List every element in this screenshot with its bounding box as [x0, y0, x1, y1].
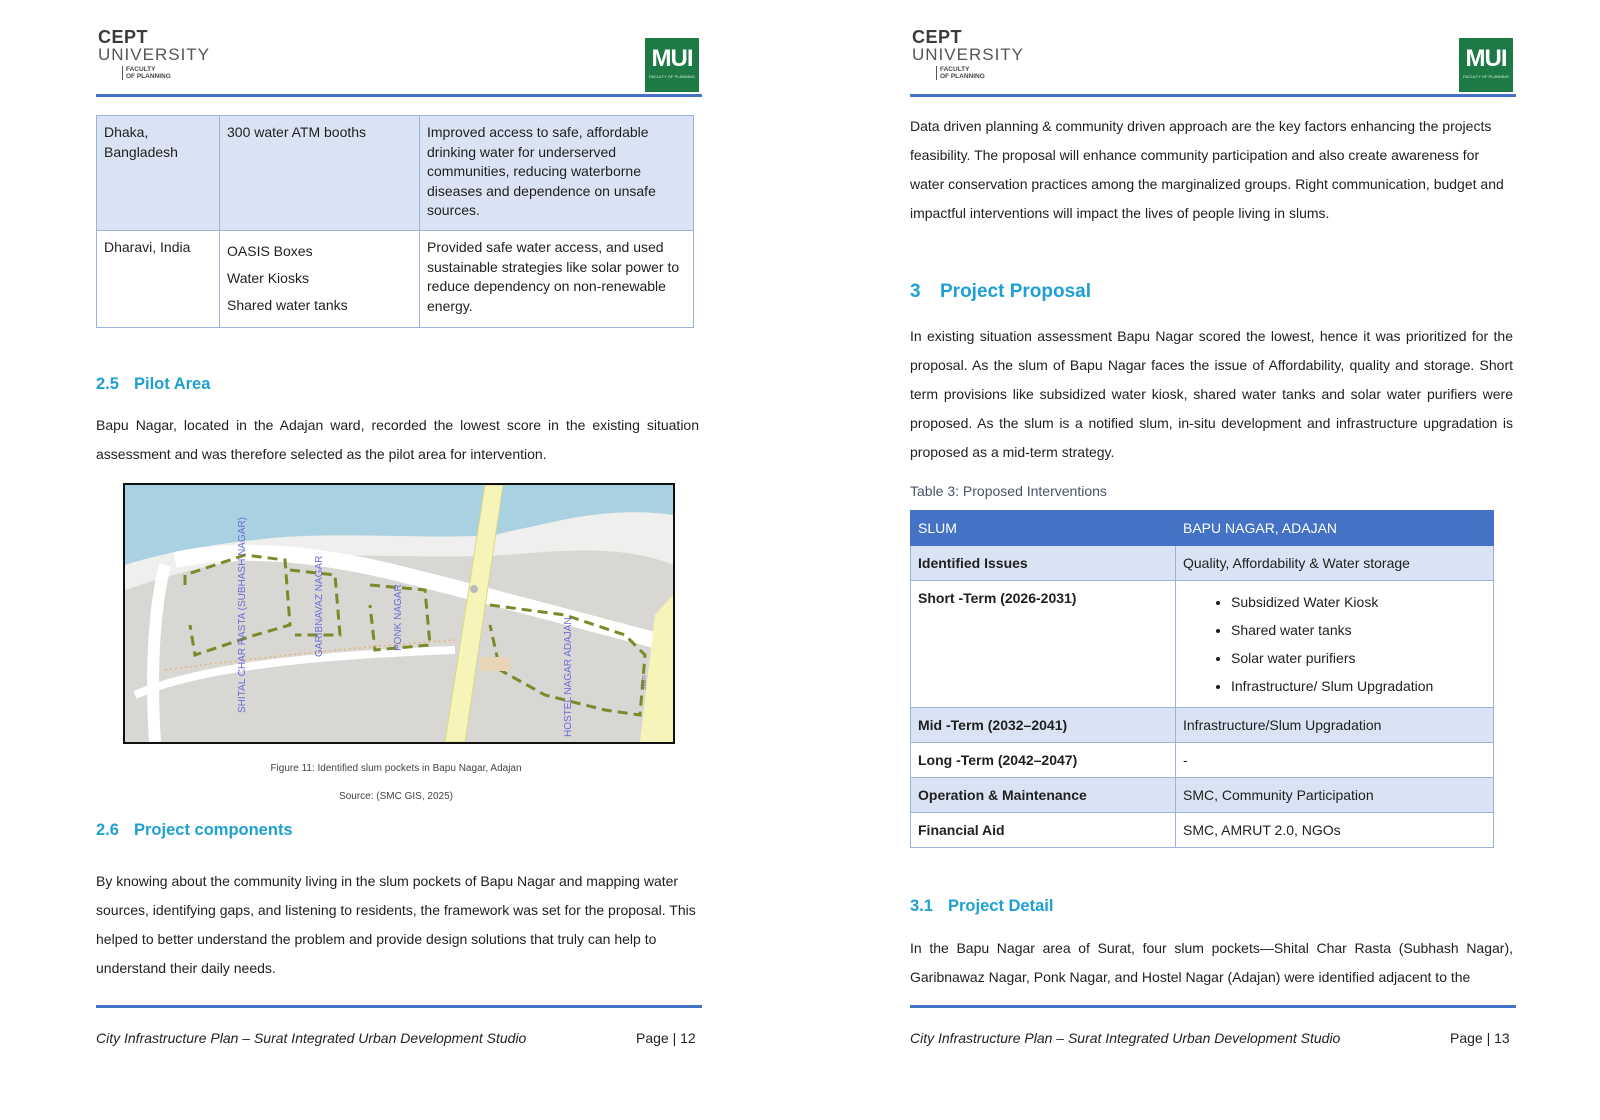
table-cell: [1176, 581, 1494, 708]
table-cell: Dharavi, India: [97, 231, 220, 328]
table-cell: Dhaka, Bangladesh: [97, 116, 220, 231]
page-number: Page | 12: [636, 1030, 696, 1046]
intro-paragraph: Data driven planning & community driven approach are the key factors enhancing the projects feasibility. The proposal will enhance community participation and also create awareness for water conservation practices among the marginalized groups. Right communication, budget and impactful interventions will impact the lives of people living in slums.: [910, 118, 1504, 221]
proposed-interventions-table: [910, 510, 1494, 848]
page-13: [800, 0, 1600, 1120]
footer-title: City Infrastructure Plan – Surat Integrated Urban Development Studio: [96, 1030, 527, 1046]
logo-text-university: UNIVERSITY: [98, 45, 211, 64]
table-row: [911, 581, 1494, 708]
map-label-shital: SHITAL CHAR RASTA (SUBHASH NAGAR): [237, 517, 248, 713]
logo-text-university: UNIVERSITY: [912, 45, 1025, 64]
list-item: • Solar water purifiers: [1231, 644, 1486, 672]
cept-university-logo: [912, 28, 1024, 80]
section-heading-3: 3 Project Proposal: [910, 281, 1091, 302]
list-item: • Subsidized Water Kiosk: [1231, 588, 1486, 616]
header-rule: [96, 94, 702, 97]
project-detail-paragraph: In the Bapu Nagar area of Surat, four slum pockets—Shital Char Rasta (Subhash Nagar), Garibnawaz Nagar, Ponk Nagar, and Hostel Nagar (Adajan) were identified adjacent to the: [910, 940, 1513, 985]
figure-caption: Figure 11: Identified slum pockets in Bapu Nagar, Adajan: [270, 763, 522, 774]
mui-logo: MUI FACULTY OF PLANNING: [1459, 38, 1513, 92]
logo-text-cept: CEPT: [98, 27, 149, 47]
section-heading-2-6: 2.6 Project components: [96, 821, 293, 839]
table-cell: -: [1176, 743, 1494, 778]
header-rule: [910, 94, 1516, 97]
map-label-ponk: PONK NAGAR: [393, 584, 404, 651]
list-item: • Infrastructure/ Slum Upgradation: [1231, 672, 1486, 700]
table-cell: Improved access to safe, affordable drinking water for underserved communities, reducing waterborne diseases and dependence on unsafe sources.: [420, 116, 694, 231]
cept-university-logo: [98, 28, 210, 80]
table-cell: Operation & Maintenance: [911, 778, 1176, 813]
map-image: [125, 485, 673, 742]
table-cell: SMC, Community Participation: [1176, 778, 1494, 813]
section-heading-3-1: 3.1 Project Detail: [910, 897, 1054, 915]
table-row: [97, 231, 694, 328]
table-row: [97, 116, 694, 231]
table-header-row: [911, 511, 1494, 546]
table-header-cell: SLUM: [911, 511, 1176, 546]
section-heading-2-5: 2.5 Pilot Area: [96, 375, 211, 393]
table-cell: SMC, AMRUT 2.0, NGOs: [1176, 813, 1494, 848]
logo-text-cept: CEPT: [912, 27, 963, 47]
table-cell: Infrastructure/Slum Upgradation: [1176, 708, 1494, 743]
table-cell: Short -Term (2026-2031): [911, 581, 1176, 708]
table-row: [911, 743, 1494, 778]
map-label-hostel: HOSTEL NAGAR ADAJAN: [563, 617, 574, 737]
table-cell: OASIS Boxes Water Kiosks Shared water tanks: [220, 231, 420, 328]
project-components-paragraph: By knowing about the community living in the slum pockets of Bapu Nagar and mapping water sources, identifying gaps, and listening to residents, the framework was set for the proposal. This helped to better understand the problem and provide design solutions that truly can help to understand their daily needs.: [96, 873, 696, 976]
table-cell: Long -Term (2042–2047): [911, 743, 1176, 778]
footer-rule: [96, 1005, 702, 1008]
table-cell: Provided safe water access, and used sustainable strategies like solar power to reduce dependency on non-renewable energy.: [420, 231, 694, 328]
table-cell: 300 water ATM booths: [220, 116, 420, 231]
case-study-table: [96, 115, 694, 328]
short-term-list: [1183, 588, 1486, 700]
table-row: [911, 708, 1494, 743]
footer-title: City Infrastructure Plan – Surat Integrated Urban Development Studio: [910, 1030, 1341, 1046]
mui-logo: MUI FACULTY OF PLANNING: [645, 38, 699, 92]
table-row: [911, 778, 1494, 813]
list-item: • Shared water tanks: [1231, 616, 1486, 644]
footer-rule: [910, 1005, 1516, 1008]
slum-pockets-map: [123, 483, 675, 744]
figure-source: Source: (SMC GIS, 2025): [339, 791, 453, 802]
table-cell: Identified Issues: [911, 546, 1176, 581]
table-cell: Quality, Affordability & Water storage: [1176, 546, 1494, 581]
table-caption: Table 3: Proposed Interventions: [910, 483, 1107, 499]
map-label-garibnavaz: GARIBNAVAZ NAGAR: [314, 555, 325, 657]
table-header-cell: BAPU NAGAR, ADAJAN: [1176, 511, 1494, 546]
table-cell: Financial Aid: [911, 813, 1176, 848]
page-number: Page | 13: [1450, 1030, 1510, 1046]
table-cell: Mid -Term (2032–2041): [911, 708, 1176, 743]
table-row: [911, 546, 1494, 581]
project-proposal-paragraph: In existing situation assessment Bapu Nagar scored the lowest, hence it was prioritized for the proposal. As the slum of Bapu Nagar faces the issue of Affordability, quality and storage. Short term provisions like subsidized water kiosk, shared water tanks and solar water purifiers were proposed. As the slum is a notified slum, in-situ development and infrastructure upgradation is proposed as a mid-term strategy.: [910, 328, 1513, 460]
table-row: [911, 813, 1494, 848]
map-label-slum: slum: [641, 675, 648, 690]
logo-text-faculty: FACULTY OF PLANNING: [122, 66, 210, 80]
logo-text-faculty: FACULTY OF PLANNING: [936, 66, 1024, 80]
pilot-area-paragraph: Bapu Nagar, located in the Adajan ward, recorded the lowest score in the existing situation assessment and was therefore selected as the pilot area for intervention.: [96, 417, 699, 462]
